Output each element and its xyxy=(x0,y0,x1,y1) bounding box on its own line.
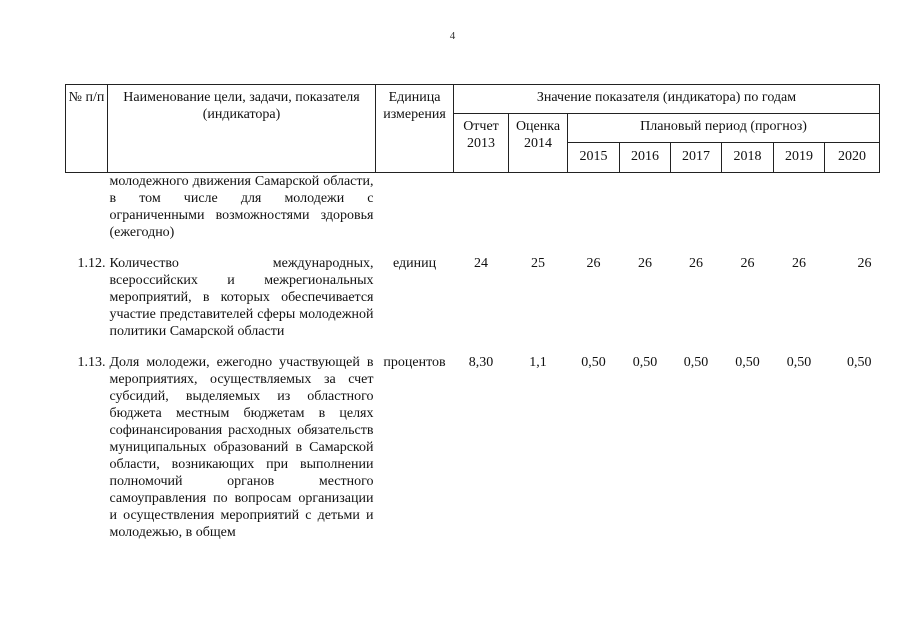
row-report: 8,30 xyxy=(468,355,494,370)
header-planned: Плановый период (прогноз) xyxy=(568,114,880,143)
row-plan-value: 26 xyxy=(689,256,703,271)
row-num: 1.12. xyxy=(77,256,106,271)
row-estimate xyxy=(509,173,568,242)
row-plan-value xyxy=(568,173,620,242)
row-unit: процентов xyxy=(383,355,446,370)
row-report xyxy=(454,173,509,242)
row-plan-value: 26 xyxy=(586,256,601,271)
header-year: 2015 xyxy=(568,143,620,173)
row-plan-value: 0,50 xyxy=(581,355,606,370)
row-num xyxy=(66,173,108,242)
row-name: молодежного движения Самарской области, в том числе для молодежи с ограниченными возможностями здоровья (ежегодно) xyxy=(109,174,374,240)
row-plan-value xyxy=(671,173,722,242)
table-row xyxy=(66,340,880,541)
header-name: Наименование цели, задачи, показателя (индикатора) xyxy=(108,85,376,173)
row-estimate: 25 xyxy=(531,256,545,271)
row-unit xyxy=(376,173,454,242)
row-plan-value xyxy=(774,173,825,242)
row-plan-value: 0,50 xyxy=(735,355,760,370)
header-year: 2018 xyxy=(722,143,774,173)
row-plan-value: 0,50 xyxy=(683,355,709,370)
header-year: 2020 xyxy=(825,143,880,173)
row-estimate: 1,1 xyxy=(529,355,547,370)
row-report: 24 xyxy=(474,256,488,271)
header-unit: Единица измерения xyxy=(376,85,454,173)
header-estimate: Оценка 2014 xyxy=(509,114,568,173)
row-plan-value: 26 xyxy=(638,256,652,271)
row-plan-value xyxy=(825,173,880,242)
row-plan-value xyxy=(722,173,774,242)
table-row xyxy=(66,173,880,242)
page-number: 4 xyxy=(449,30,456,42)
row-plan-value: 26 xyxy=(740,256,755,271)
row-plan-value: 26 xyxy=(857,256,872,271)
row-name: Количество международных, всероссийских и межрегиональных мероприятий, в которых обеспечивается участие представителей сферы молодежной политики Самарской области xyxy=(109,256,374,339)
header-num: № п/п xyxy=(66,85,108,173)
header-year: 2017 xyxy=(671,143,722,173)
row-plan-value: 0,50 xyxy=(847,355,872,370)
row-name: Доля молодежи, ежегодно участвующей в мероприятиях, осуществляемых за счет субсидий, выделяемых из областного бюджета местным бюджетам в целях софинансирования расходных обязательств муниципальных образований в Самарской области, возникающих при выполнении полномочий органов местного самоуправления по вопросам организации и осуществления мероприятий с детьми и молодежью, в общем xyxy=(109,355,374,540)
row-unit: единиц xyxy=(392,256,437,271)
row-plan-value xyxy=(620,173,671,242)
indicator-table xyxy=(65,84,880,541)
header-values-group: Значение показателя (индикатора) по годам xyxy=(454,85,880,114)
table-row xyxy=(66,241,880,340)
header-report: Отчет 2013 xyxy=(454,114,509,173)
row-plan-value: 26 xyxy=(792,256,806,271)
row-num: 1.13. xyxy=(77,355,106,370)
header-year: 2019 xyxy=(774,143,825,173)
row-plan-value: 0,50 xyxy=(786,355,812,370)
header-year: 2016 xyxy=(620,143,671,173)
row-plan-value: 0,50 xyxy=(632,355,658,370)
